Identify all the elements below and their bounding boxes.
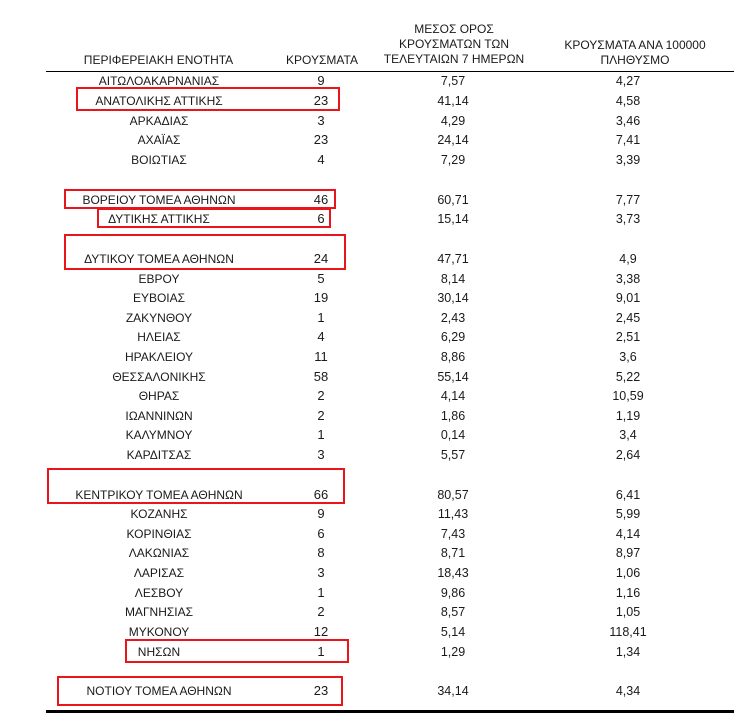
cell-avg7: 8,57 <box>440 605 466 619</box>
cell-avg7: 0,14 <box>440 428 466 442</box>
cell-region: ΛΕΣΒΟΥ <box>134 586 184 600</box>
cell-cases: 1 <box>317 644 325 659</box>
cell-avg7: 4,29 <box>440 114 466 128</box>
cell-avg7: 6,29 <box>440 330 466 344</box>
table-row <box>0 525 734 543</box>
cell-region: ΔΥΤΙΚΟΥ ΤΟΜΕΑ ΑΘΗΝΩΝ <box>84 252 234 266</box>
table-row <box>0 505 734 523</box>
cell-per100k: 7,41 <box>615 133 641 147</box>
table-row <box>0 131 734 149</box>
cell-region: ΚΟΡΙΝΘΙΑΣ <box>126 527 192 541</box>
cell-region: ΕΒΡΟΥ <box>138 272 180 286</box>
cell-avg7: 18,43 <box>437 566 469 580</box>
table-row <box>0 151 734 169</box>
header-avg7-line1: ΜΕΣΟΣ ΟΡΟΣ <box>414 22 494 36</box>
cell-region: ΜΑΓΝΗΣΙΑΣ <box>124 605 194 619</box>
cell-avg7: 11,43 <box>437 507 469 521</box>
cell-cases: 11 <box>314 349 328 364</box>
cell-cases: 46 <box>313 192 329 207</box>
cell-avg7: 34,14 <box>437 684 469 698</box>
cell-per100k: 3,39 <box>615 153 641 167</box>
cell-per100k: 1,34 <box>615 645 641 659</box>
cell-per100k: 6,41 <box>615 488 641 502</box>
cell-per100k: 1,16 <box>615 586 641 600</box>
cell-region: ΕΥΒΟΙΑΣ <box>132 291 186 305</box>
cell-per100k: 4,9 <box>619 252 637 266</box>
cell-region: ΚΑΛΥΜΝΟΥ <box>125 428 193 442</box>
cell-per100k: 2,45 <box>615 311 641 325</box>
cell-per100k: 3,46 <box>615 114 641 128</box>
cell-cases: 2 <box>317 388 325 403</box>
table-row <box>0 584 734 602</box>
cell-per100k: 1,05 <box>615 605 641 619</box>
cell-cases: 4 <box>317 329 325 344</box>
cell-avg7: 47,71 <box>437 252 469 266</box>
table-row <box>0 270 734 288</box>
cell-per100k: 2,64 <box>615 448 641 462</box>
cell-avg7: 7,43 <box>440 527 466 541</box>
cell-cases: 12 <box>313 624 329 639</box>
table-row <box>0 623 734 641</box>
table-row <box>0 603 734 621</box>
cell-cases: 4 <box>317 152 325 167</box>
cell-avg7: 8,86 <box>440 350 466 364</box>
cell-per100k: 10,59 <box>612 389 644 403</box>
cell-avg7: 8,71 <box>440 546 466 560</box>
cell-cases: 23 <box>313 93 329 108</box>
cell-avg7: 7,29 <box>440 153 466 167</box>
cell-region: ΗΡΑΚΛΕΙΟΥ <box>124 350 194 364</box>
highlight-box <box>64 234 346 270</box>
cell-cases: 66 <box>313 487 329 502</box>
cell-avg7: 55,14 <box>437 370 469 384</box>
cell-avg7: 80,57 <box>437 488 469 502</box>
cell-per100k: 118,41 <box>609 625 647 639</box>
table-row <box>0 309 734 327</box>
cell-cases: 8 <box>317 545 325 560</box>
table-row <box>0 328 734 346</box>
cell-cases: 1 <box>317 310 325 325</box>
cell-per100k: 3,6 <box>619 350 637 364</box>
cell-cases: 3 <box>317 565 325 580</box>
table-row <box>0 643 734 661</box>
table-row <box>0 407 734 425</box>
cell-per100k: 2,51 <box>615 330 641 344</box>
cell-per100k: 4,58 <box>615 94 641 108</box>
cell-region: ΚΟΖΑΝΗΣ <box>130 507 188 521</box>
cell-region: ΖΑΚΥΝΘΟΥ <box>125 311 193 325</box>
cell-avg7: 4,14 <box>440 389 466 403</box>
header-avg7 <box>376 22 532 67</box>
table-row <box>0 564 734 582</box>
cell-region: ΛΑΚΩΝΙΑΣ <box>128 546 190 560</box>
cell-per100k: 3,73 <box>615 212 641 226</box>
cell-avg7: 1,29 <box>440 645 466 659</box>
cell-per100k: 3,4 <box>619 428 637 442</box>
cell-cases: 5 <box>317 271 325 286</box>
cell-per100k: 1,19 <box>615 409 641 423</box>
table-row <box>0 426 734 444</box>
header-per100k-line2: ΠΛΗΘΥΣΜΟ <box>600 53 670 67</box>
cell-cases: 1 <box>317 585 325 600</box>
cell-per100k: 3,38 <box>615 272 641 286</box>
cell-per100k: 5,22 <box>615 370 641 384</box>
cell-region: ΙΩΑΝΝΙΝΩΝ <box>125 409 193 423</box>
cell-cases: 3 <box>317 113 325 128</box>
cell-region: ΒΟΙΩΤΙΑΣ <box>131 153 187 167</box>
table-row <box>0 544 734 562</box>
cell-region: ΜΥΚΟΝΟΥ <box>128 625 190 639</box>
table-row <box>0 112 734 130</box>
cell-avg7: 5,57 <box>440 448 466 462</box>
cell-region: ΗΛΕΙΑΣ <box>137 330 181 344</box>
cell-avg7: 5,14 <box>440 625 466 639</box>
cell-region: ΘΗΡΑΣ <box>138 389 180 403</box>
cell-avg7: 41,14 <box>437 94 469 108</box>
bottom-rule <box>46 710 734 713</box>
header-avg7-line2: ΚΡΟΥΣΜΑΤΩΝ ΤΩΝ <box>398 37 510 51</box>
cell-avg7: 7,57 <box>440 74 466 88</box>
cell-region: ΑΡΚΑΔΙΑΣ <box>129 114 189 128</box>
cell-cases: 19 <box>313 290 329 305</box>
cell-region: ΔΥΤΙΚΗΣ ΑΤΤΙΚΗΣ <box>108 212 210 226</box>
cell-region: ΒΟΡΕΙΟΥ ΤΟΜΕΑ ΑΘΗΝΩΝ <box>82 193 236 207</box>
cell-cases: 2 <box>317 604 325 619</box>
cell-region: ΑΝΑΤΟΛΙΚΗΣ ΑΤΤΙΚΗΣ <box>95 94 223 108</box>
header-cases: ΚΡΟΥΣΜΑΤΑ <box>286 53 358 67</box>
cell-cases: 2 <box>317 408 325 423</box>
cell-cases: 58 <box>313 369 329 384</box>
cell-avg7: 9,86 <box>440 586 466 600</box>
cell-cases: 23 <box>313 683 329 698</box>
table-row <box>0 289 734 307</box>
cell-cases: 24 <box>313 251 329 266</box>
table-row <box>0 446 734 464</box>
cell-per100k: 5,99 <box>615 507 641 521</box>
cell-cases: 23 <box>313 132 329 147</box>
header-per100k-line1: ΚΡΟΥΣΜΑΤΑ ΑΝΑ 100000 <box>564 38 706 52</box>
cell-avg7: 60,71 <box>437 193 469 207</box>
cell-cases: 9 <box>317 506 325 521</box>
cell-avg7: 8,14 <box>440 272 466 286</box>
table-row <box>0 368 734 386</box>
header-avg7-line3: ΤΕΛΕΥΤΑΙΩΝ 7 ΗΜΕΡΩΝ <box>383 52 525 66</box>
cell-avg7: 1,86 <box>440 409 466 423</box>
cell-avg7: 15,14 <box>437 212 469 226</box>
table-row <box>0 387 734 405</box>
cell-cases: 9 <box>317 73 325 88</box>
header-per100k <box>538 38 732 68</box>
highlight-box <box>125 639 349 663</box>
cell-cases: 6 <box>317 526 325 541</box>
cell-per100k: 7,77 <box>615 193 641 207</box>
cell-per100k: 4,14 <box>615 527 641 541</box>
cell-per100k: 4,34 <box>615 684 641 698</box>
cell-cases: 1 <box>317 427 325 442</box>
cell-region: ΚΕΝΤΡΙΚΟΥ ΤΟΜΕΑ ΑΘΗΝΩΝ <box>75 488 243 502</box>
cell-region: ΛΑΡΙΣΑΣ <box>133 566 185 580</box>
cell-avg7: 24,14 <box>437 133 469 147</box>
highlight-box <box>64 189 336 209</box>
cell-cases: 6 <box>317 211 325 226</box>
cell-region: ΘΕΣΣΑΛΟΝΙΚΗΣ <box>112 370 206 384</box>
cell-region: ΝΟΤΙΟΥ ΤΟΜΕΑ ΑΘΗΝΩΝ <box>86 684 232 698</box>
cell-avg7: 2,43 <box>440 311 466 325</box>
cell-per100k: 1,06 <box>615 566 641 580</box>
highlight-box <box>76 87 340 111</box>
cell-region: ΝΗΣΩΝ <box>137 645 181 659</box>
cell-per100k: 9,01 <box>615 291 641 305</box>
highlight-box <box>97 208 331 228</box>
cell-per100k: 4,27 <box>615 74 641 88</box>
cell-per100k: 8,97 <box>615 546 641 560</box>
cell-avg7: 30,14 <box>437 291 469 305</box>
cell-region: ΚΑΡΔΙΤΣΑΣ <box>126 448 192 462</box>
highlight-box <box>47 468 345 504</box>
cell-cases: 3 <box>317 447 325 462</box>
highlight-box <box>57 676 343 706</box>
cell-region: ΑΧΑΪΑΣ <box>137 133 181 147</box>
cell-region: ΑΙΤΩΛΟΑΚΑΡΝΑΝΙΑΣ <box>98 74 220 88</box>
table-row <box>0 348 734 366</box>
header-region: ΠΕΡΙΦΕΡΕΙΑΚΗ ΕΝΟΤΗΤΑ <box>83 53 234 67</box>
